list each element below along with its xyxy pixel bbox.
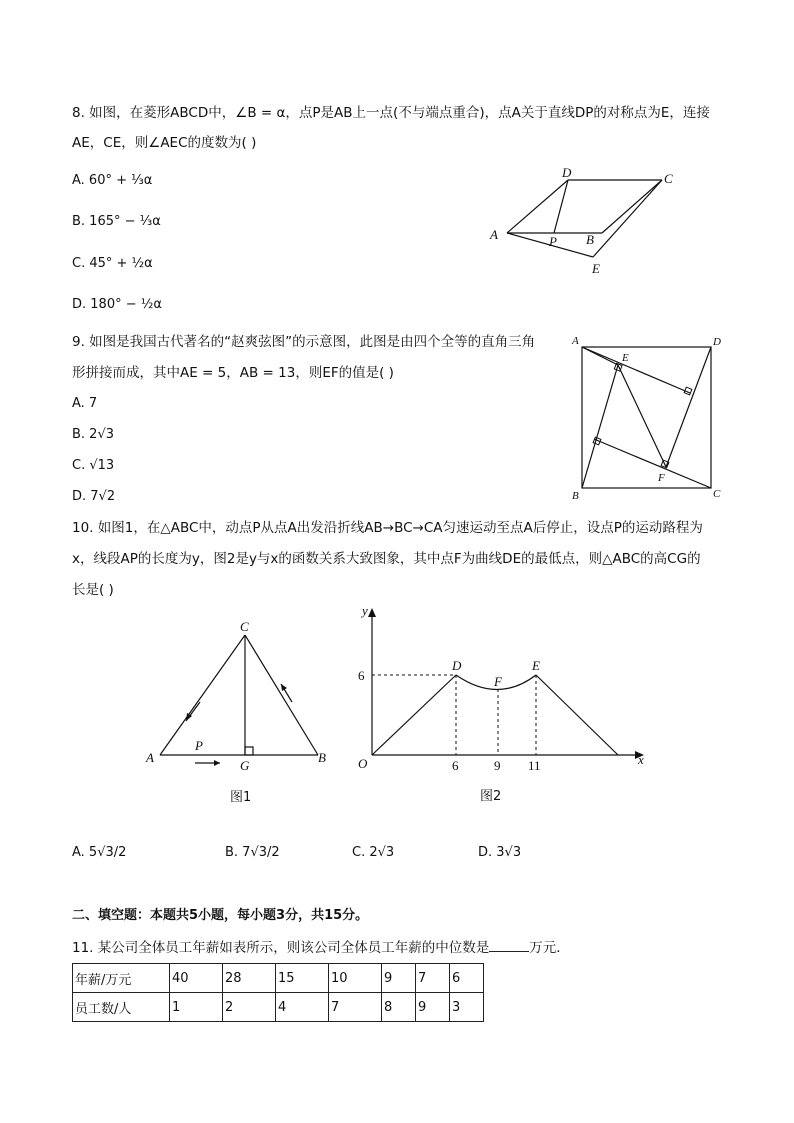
q10-side-ac <box>160 635 245 755</box>
q8-line1: 8. 如图，在菱形ABCD中，∠B = α，点P是AB上一点(不与端点重合)，点A关于直线DP的对称点为E，连接 <box>72 105 710 121</box>
q10-fig1-label-c: C <box>240 619 249 634</box>
table-cell: 6 <box>450 964 484 993</box>
q10-fig1-label-p: P <box>195 738 203 753</box>
q10-fig1-label-g: G <box>240 758 250 773</box>
graph-segment-od <box>372 675 456 755</box>
table-row <box>73 964 484 993</box>
table-cell: 40 <box>170 964 223 993</box>
q8-segment-ce <box>593 180 662 257</box>
q10-fig2-label-o: O <box>358 756 368 771</box>
table-cell: 4 <box>276 993 329 1022</box>
q9-option-a[interactable]: A. 7 <box>72 396 98 411</box>
q10-line2: x，线段AP的长度为y，图2是y与x的函数关系大致图象，其中点F为曲线DE的最低点，则△ABC的高CG的 <box>72 551 701 567</box>
q8-label-c: C <box>664 171 673 186</box>
q10-right-angle-mark <box>245 747 253 755</box>
q8-rhombus-figure <box>480 160 690 285</box>
q8-label-d: D <box>562 165 572 180</box>
q9-label-f: F <box>658 472 665 484</box>
table-row <box>73 993 484 1022</box>
q10-option-a[interactable]: A. 5√3/2 <box>72 845 127 860</box>
q10-fig1-label-a: A <box>146 750 154 765</box>
q10-figure1-triangle <box>140 612 340 810</box>
q10-fig2-label-e: E <box>532 658 540 673</box>
q10-fig1-label-b: B <box>318 750 326 765</box>
table-cell: 7 <box>329 993 382 1022</box>
q8-label-b: B <box>586 232 594 247</box>
q10-line1: 10. 如图1，在△ABC中，动点P从点A出发沿折线AB→BC→CA匀速运动至点A后停止，设点P的运动路程为 <box>72 520 703 536</box>
table-cell: 15 <box>276 964 329 993</box>
q10-fig2-label-y: y <box>362 603 368 618</box>
graph-segment-e-end <box>536 675 618 755</box>
q10-option-c[interactable]: C. 2√3 <box>352 845 395 860</box>
q8-segment-dp <box>554 180 568 233</box>
q9-label-a: A <box>572 335 579 347</box>
q10-side-cb <box>245 635 318 755</box>
q9-diag-ac <box>582 347 711 488</box>
q8-line2: AE，CE，则∠AEC的度数为( ) <box>72 135 257 151</box>
q10-fig1-caption: 图1 <box>230 790 252 805</box>
q9-line2: 形拼接而成，其中AE = 5，AB = 13，则EF的值是( ) <box>72 365 394 381</box>
q8-option-a[interactable]: A. 60° + ⅓α <box>72 173 153 188</box>
q10-fig2-tick-11-x: 11 <box>528 758 541 773</box>
q10-figure2-graph <box>350 600 660 810</box>
q10-option-b[interactable]: B. 7√3/2 <box>225 845 280 860</box>
q8-label-e: E <box>592 261 600 276</box>
q8-option-c[interactable]: C. 45° + ½α <box>72 256 153 271</box>
q9-label-b: B <box>572 490 579 502</box>
q11-text-before: 11. 某公司全体员工年薪如表所示，则该公司全体员工年薪的中位数是 <box>72 940 490 956</box>
table-cell: 3 <box>450 993 484 1022</box>
table-cell: 9 <box>416 993 450 1022</box>
table-header-cell: 年薪/万元 <box>73 964 170 993</box>
q8-side-ad <box>507 180 568 233</box>
q9-line1: 9. 如图是我国古代著名的“赵爽弦图”的示意图，此图是由四个全等的直角三角 <box>72 334 536 350</box>
table-cell: 8 <box>382 993 416 1022</box>
q9-label-c: C <box>713 488 721 500</box>
q10-line3: 长是( ) <box>72 582 114 598</box>
table-cell: 7 <box>416 964 450 993</box>
table-cell: 10 <box>329 964 382 993</box>
q8-label-p: P <box>549 234 557 249</box>
q11-question <box>72 938 570 958</box>
table-cell: 9 <box>382 964 416 993</box>
q8-side-cb <box>602 180 662 233</box>
q10-fig2-label-f: F <box>494 674 502 689</box>
q11-answer-blank[interactable] <box>489 939 529 952</box>
q9-zhaoshuang-figure <box>568 330 728 502</box>
table-header-cell: 员工数/人 <box>73 993 170 1022</box>
q9-outer-square <box>582 347 711 488</box>
q8-label-a: A <box>490 227 498 242</box>
q8-option-b[interactable]: B. 165° − ⅓α <box>72 214 161 229</box>
q9-option-c[interactable]: C. √13 <box>72 458 115 473</box>
q10-fig2-tick-6-x: 6 <box>452 758 459 773</box>
table-cell: 28 <box>223 964 276 993</box>
q9-label-d: D <box>713 336 721 348</box>
q10-fig2-tick-9-x: 9 <box>494 758 501 773</box>
q10-fig2-label-x: x <box>638 752 644 767</box>
q10-fig2-tick-6-y: 6 <box>358 668 365 683</box>
table-cell: 1 <box>170 993 223 1022</box>
q8-option-d[interactable]: D. 180° − ½α <box>72 297 162 312</box>
q9-label-e: E <box>622 352 629 364</box>
q9-option-d[interactable]: D. 7√2 <box>72 489 116 504</box>
q9-option-b[interactable]: B. 2√3 <box>72 427 115 442</box>
q10-fig2-caption: 图2 <box>480 789 502 804</box>
q11-salary-table <box>72 963 484 1022</box>
q10-option-d[interactable]: D. 3√3 <box>478 845 522 860</box>
table-cell: 2 <box>223 993 276 1022</box>
section2-title: 二、填空题：本题共5小题，每小题3分，共15分。 <box>72 908 369 923</box>
q11-text-after: 万元． <box>529 940 570 956</box>
q10-fig2-label-d: D <box>452 658 462 673</box>
